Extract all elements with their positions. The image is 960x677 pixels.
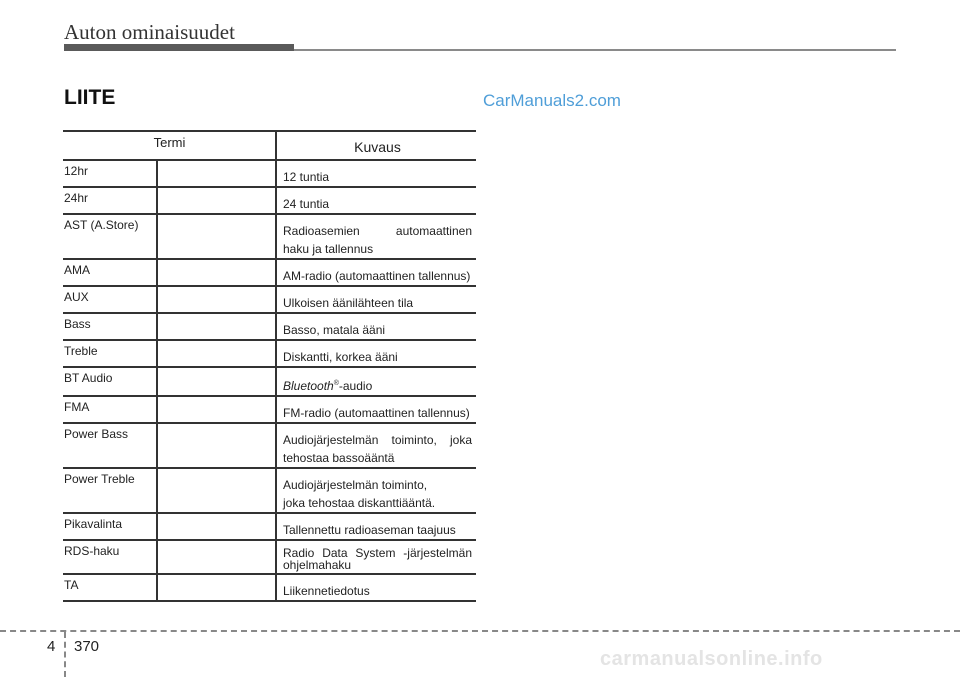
term-text: 12hr xyxy=(64,164,89,178)
description-text xyxy=(283,287,472,312)
description-cell xyxy=(276,513,476,540)
table-row xyxy=(63,540,476,574)
description-line: 12 tuntia xyxy=(283,170,330,184)
watermark-link[interactable]: CarManuals2.com xyxy=(483,91,621,110)
term-cell xyxy=(63,423,157,468)
description-text xyxy=(283,541,472,571)
description-text xyxy=(283,575,472,600)
description-text xyxy=(283,424,472,467)
term-cell xyxy=(63,286,157,313)
term-text: FMA xyxy=(64,400,90,414)
footer-dashed-divider xyxy=(64,632,66,677)
term-cell xyxy=(63,214,157,259)
spacer-cell xyxy=(157,187,276,214)
description-text xyxy=(283,341,472,366)
description-cell xyxy=(276,214,476,259)
glossary-table xyxy=(63,130,476,602)
table-row xyxy=(63,214,476,259)
header-rule-thick xyxy=(64,44,294,51)
description-text xyxy=(283,514,472,539)
table-row xyxy=(63,574,476,601)
description-italic: Bluetooth xyxy=(283,379,334,393)
spacer-cell xyxy=(157,540,276,574)
description-line: Ulkoisen äänilähteen tila xyxy=(283,296,414,310)
description-line: Radio Data System -järjestelmän xyxy=(283,546,472,560)
term-cell xyxy=(63,367,157,396)
table-row xyxy=(63,286,476,313)
term-text: Power Treble xyxy=(64,472,135,486)
table-row xyxy=(63,367,476,396)
description-text xyxy=(283,161,472,186)
footer-watermark: carmanualsonline.info xyxy=(600,648,823,670)
spacer-cell xyxy=(157,513,276,540)
description-line: Basso, matala ääni xyxy=(283,323,386,337)
spacer-cell xyxy=(157,340,276,367)
table-row xyxy=(63,187,476,214)
chapter-number: 4 xyxy=(47,638,56,655)
table-row xyxy=(63,313,476,340)
table-row xyxy=(63,340,476,367)
header-description: Kuvaus xyxy=(276,131,476,160)
term-cell xyxy=(63,513,157,540)
description-text xyxy=(283,215,472,258)
description-text xyxy=(283,260,472,285)
spacer-cell xyxy=(157,160,276,187)
description-line: 24 tuntia xyxy=(283,197,330,211)
description-cell xyxy=(276,340,476,367)
description-line: tehostaa bassoääntä xyxy=(283,451,395,465)
term-cell xyxy=(63,340,157,367)
term-text: RDS-haku xyxy=(64,544,120,558)
description-cell xyxy=(276,423,476,468)
term-text: Treble xyxy=(64,344,98,358)
description-cell xyxy=(276,574,476,601)
description-cell xyxy=(276,187,476,214)
term-text: Power Bass xyxy=(64,427,129,441)
description-text xyxy=(283,314,472,339)
description-line: AM-radio (automaattinen tallennus) xyxy=(283,269,471,283)
description-line: Audiojärjestelmän toiminto, xyxy=(283,478,428,492)
description-rest: -audio xyxy=(338,379,373,393)
table-row xyxy=(63,423,476,468)
term-cell xyxy=(63,396,157,423)
term-text: 24hr xyxy=(64,191,89,205)
table-row xyxy=(63,513,476,540)
description-cell xyxy=(276,259,476,286)
spacer-cell xyxy=(157,423,276,468)
description-line: Diskantti, korkea ääni xyxy=(283,350,398,364)
term-text: TA xyxy=(64,578,79,592)
description-line: Tallennettu radioaseman taajuus xyxy=(283,523,456,537)
spacer-cell xyxy=(157,214,276,259)
term-cell xyxy=(63,187,157,214)
spacer-cell xyxy=(157,396,276,423)
header-term: Termi xyxy=(153,135,186,150)
description-text xyxy=(283,188,472,213)
spacer-cell xyxy=(157,313,276,340)
description-line: haku ja tallennus xyxy=(283,242,374,256)
description-line: Radioasemien automaattinen xyxy=(283,224,472,238)
description-cell xyxy=(276,396,476,423)
term-text: AST (A.Store) xyxy=(64,218,139,232)
description-cell xyxy=(276,367,476,396)
description-cell xyxy=(276,468,476,513)
description-line: joka tehostaa diskanttiääntä. xyxy=(283,496,436,510)
description-text xyxy=(283,397,472,422)
term-text: AUX xyxy=(64,290,89,304)
term-text: Pikavalinta xyxy=(64,517,123,531)
term-cell xyxy=(63,259,157,286)
description-text xyxy=(283,368,472,395)
spacer-cell xyxy=(157,574,276,601)
spacer-cell xyxy=(157,468,276,513)
description-cell xyxy=(276,540,476,574)
description-line: ohjelmahaku xyxy=(283,558,352,572)
term-cell xyxy=(63,574,157,601)
term-cell xyxy=(63,468,157,513)
table-row xyxy=(63,160,476,187)
term-text: AMA xyxy=(64,263,91,277)
term-cell xyxy=(63,160,157,187)
registered-mark: ® xyxy=(333,380,339,387)
description-text xyxy=(283,469,472,512)
header-rule-thin xyxy=(294,49,896,51)
table-row xyxy=(63,468,476,513)
glossary-body xyxy=(63,160,476,601)
description-line: FM-radio (automaattinen tallennus) xyxy=(283,406,470,420)
term-text: Bass xyxy=(64,317,91,331)
table-row xyxy=(63,396,476,423)
term-cell xyxy=(63,313,157,340)
spacer-cell xyxy=(157,286,276,313)
description-cell xyxy=(276,286,476,313)
description-cell xyxy=(276,313,476,340)
spacer-cell xyxy=(157,259,276,286)
term-cell xyxy=(63,540,157,574)
footer-dashed-rule xyxy=(0,630,960,632)
section-title: LIITE xyxy=(64,86,116,109)
glossary-header-row xyxy=(63,131,476,160)
header-title: Auton ominaisuudet xyxy=(64,20,235,44)
description-cell xyxy=(276,160,476,187)
term-text: BT Audio xyxy=(64,371,113,385)
table-row xyxy=(63,259,476,286)
description-line: Audiojärjestelmän toiminto, joka xyxy=(283,433,472,447)
spacer-cell xyxy=(157,367,276,396)
page-number: 370 xyxy=(74,638,100,655)
description-line: Liikennetiedotus xyxy=(283,584,370,598)
